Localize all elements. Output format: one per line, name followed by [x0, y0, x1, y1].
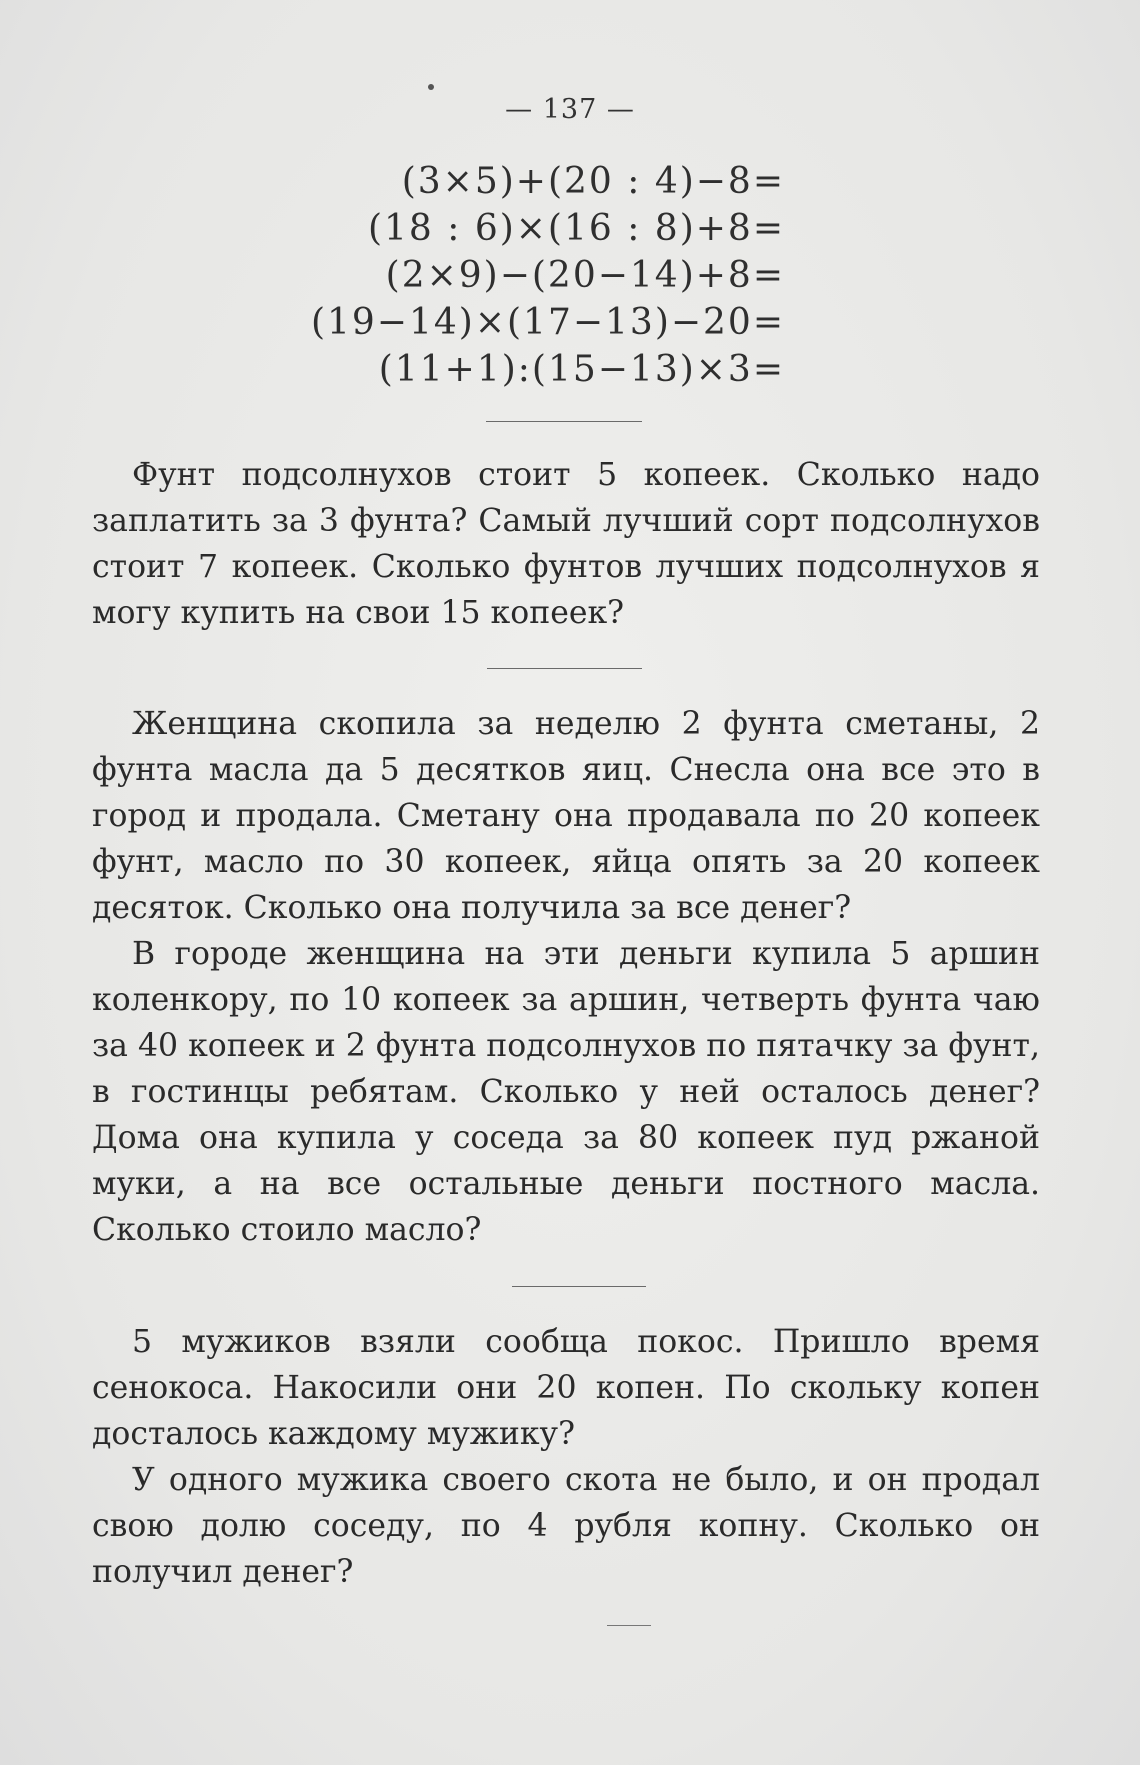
- problem-paragraph: Женщина скопила за неделю 2 фунта сметаны, 2 фунта масла да 5 десятков яиц. Снесла она все это в город и продала. Сметану она продавала по 20 копеек фунт, масло по 30 копеек, яйца опять за 20 копеек десяток. Сколько она получила за все денег?: [92, 706, 1040, 926]
- section-divider: [512, 1286, 646, 1287]
- equation-5: (11+1):(15−13)×3=: [378, 349, 785, 390]
- section-divider: [487, 668, 642, 669]
- problem-hay-peasants: [92, 1319, 1040, 1595]
- problem-paragraph: 5 мужиков взяли сообща покос. Пришло время сенокоса. Накосили они 20 копен. По скольку копен досталось каждому мужику?: [92, 1324, 1040, 1452]
- print-speck: [428, 84, 434, 90]
- equation-2: (18 : 6)×(16 : 8)+8=: [367, 208, 785, 249]
- problem-paragraph: Фунт подсолнухов стоит 5 копеек. Сколько надо заплатить за 3 фунта? Самый лучший сорт подсолнухов стоит 7 копеек. Сколько фунтов лучших подсолнухов я могу купить на свои 15 копеек?: [92, 457, 1040, 631]
- problem-sunflower-seeds: [92, 452, 1040, 636]
- section-divider: [486, 421, 642, 422]
- problem-paragraph: У одного мужика своего скота не было, и он продал свою долю соседу, по 4 рубля копну. Сколько он получил денег?: [92, 1462, 1040, 1590]
- equation-1: (3×5)+(20 : 4)−8=: [401, 161, 785, 202]
- problem-woman-market: [92, 701, 1040, 1253]
- equation-list: [0, 158, 785, 393]
- page-number: — 137 —: [505, 94, 635, 125]
- equation-4: (19−14)×(17−13)−20=: [310, 302, 785, 343]
- equation-3: (2×9)−(20−14)+8=: [385, 255, 785, 296]
- end-mark: [607, 1625, 651, 1626]
- problem-paragraph: В городе женщина на эти деньги купила 5 аршин коленкору, по 10 копеек за аршин, четверть фунта чаю за 40 копеек и 2 фунта подсолнухов по пятачку за фунт, в гостинцы ребятам. Сколько у ней осталось денег? Дома она купила у соседа за 80 копеек пуд ржаной муки, а на все остальные деньги постного масла. Сколько стоило масло?: [92, 936, 1040, 1248]
